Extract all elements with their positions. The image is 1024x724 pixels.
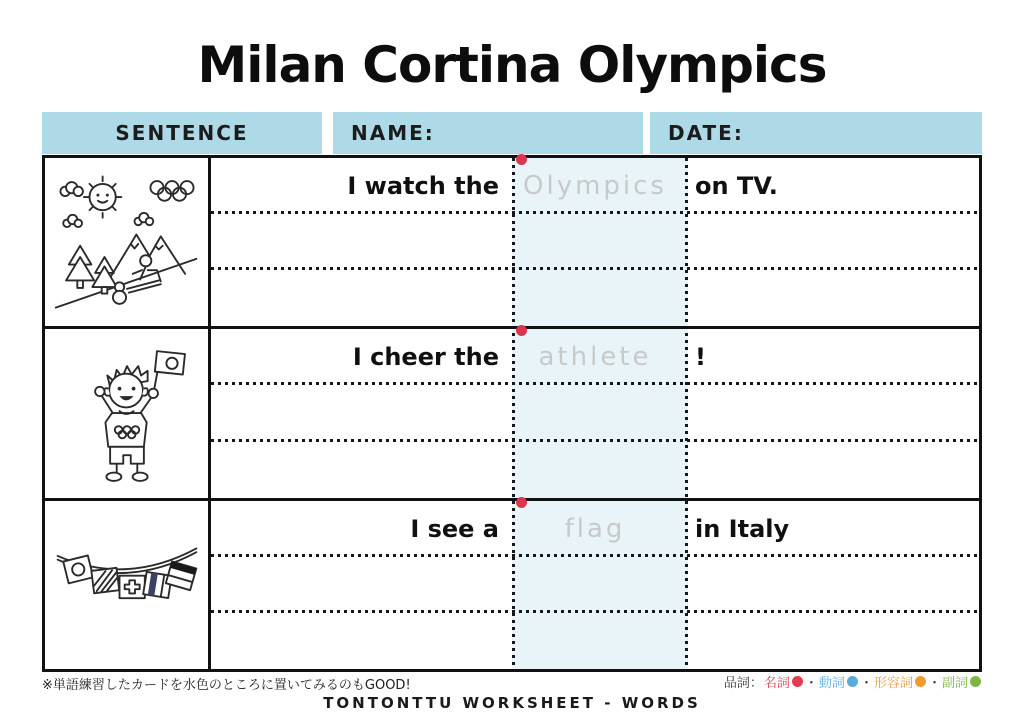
writing-line <box>211 214 979 270</box>
sentence-pre-text: I cheer the <box>352 343 499 372</box>
parts-of-speech-legend <box>724 672 982 691</box>
verb-dot-icon <box>847 676 858 687</box>
row-illustration-cell <box>45 329 211 497</box>
sentence-cell <box>211 158 979 326</box>
legend-adverb-label: 副詞 <box>941 676 968 691</box>
table-row <box>45 498 979 669</box>
row-illustration-cell <box>45 501 211 669</box>
flag-bunting-illustration <box>52 530 202 640</box>
sentence-pre-text: I see a <box>410 514 499 543</box>
sentence-table <box>42 155 982 672</box>
legend-label: 品詞： <box>723 676 763 691</box>
noun-dot-icon <box>792 676 803 687</box>
legend-separator: ・ <box>859 676 873 691</box>
sentence-cell <box>211 501 979 669</box>
table-row <box>45 158 979 326</box>
word-start-dot-icon <box>516 325 527 336</box>
writing-line <box>211 442 979 498</box>
table-row <box>45 326 979 497</box>
traced-word: athlete <box>538 342 652 373</box>
word-card-slot <box>507 514 683 544</box>
writing-line <box>211 557 979 613</box>
traced-word: Olympics <box>523 171 667 202</box>
writing-line <box>211 385 979 441</box>
adjective-dot-icon <box>915 676 926 687</box>
writing-line <box>211 613 979 669</box>
sentence-post-text: ! <box>695 343 706 372</box>
sentence-header-label: SENTENCE <box>115 121 249 145</box>
legend-adjective-label: 形容詞 <box>873 676 913 691</box>
legend-noun-label: 名詞 <box>763 676 790 691</box>
word-start-dot-icon <box>516 154 527 165</box>
writing-line <box>211 270 979 326</box>
traced-word: flag <box>564 513 626 544</box>
word-start-dot-icon <box>516 497 527 508</box>
footnote-tip: ※単語練習したカードを水色のところに置いてみるのもGOOD! <box>42 678 411 693</box>
date-field-label: DATE: <box>668 121 744 145</box>
word-card-slot <box>507 171 683 201</box>
legend-separator: ・ <box>927 676 941 691</box>
name-field <box>333 112 643 154</box>
adverb-dot-icon <box>970 676 981 687</box>
ski-scene-illustration <box>52 166 202 318</box>
legend-verb-label: 動詞 <box>818 676 845 691</box>
row-illustration-cell <box>45 158 211 326</box>
date-field <box>650 112 982 154</box>
sentence-pre-text: I watch the <box>347 172 499 201</box>
page-title: Milan Cortina Olympics <box>197 36 827 94</box>
sentence-post-text: in Italy <box>695 514 790 543</box>
legend-separator: ・ <box>804 676 818 691</box>
word-card-slot <box>507 342 683 372</box>
cheering-boy-illustration <box>52 339 202 487</box>
sentence-post-text: on TV. <box>695 172 778 201</box>
name-field-label: NAME: <box>351 121 435 145</box>
worksheet-credit: TONTONTTU WORKSHEET - WORDS <box>323 694 701 712</box>
sentence-header-box <box>42 112 322 154</box>
sentence-cell <box>211 329 979 497</box>
